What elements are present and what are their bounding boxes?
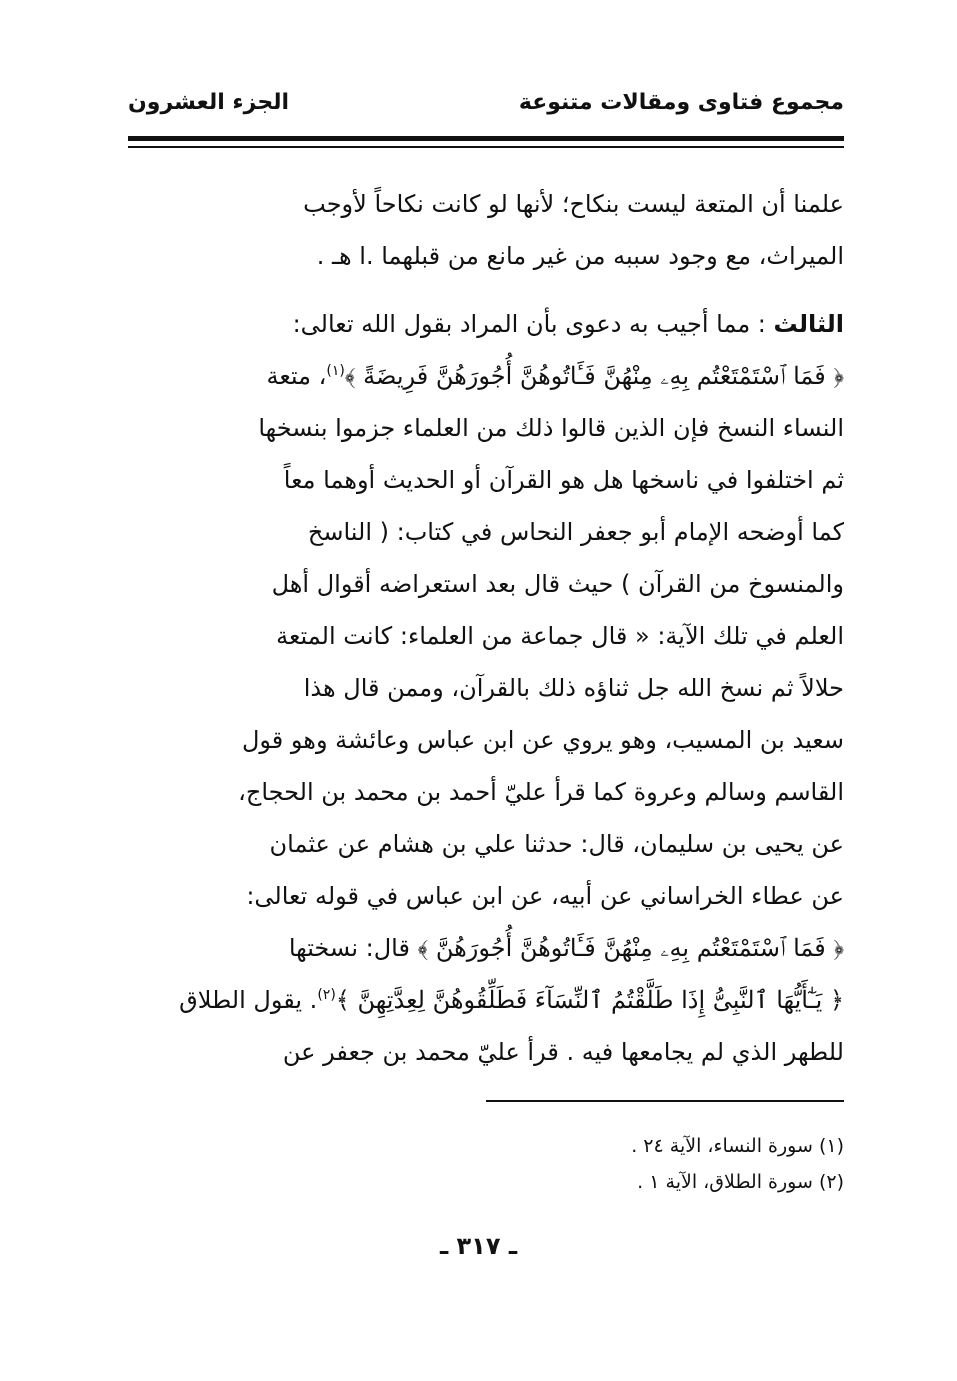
- text-line: حلالاً ثم نسخ الله جل ثناؤه ذلك بالقرآن، وممن قال هذا: [303, 674, 844, 702]
- body-text: [128, 178, 844, 1078]
- header-rule-thin: [128, 146, 844, 148]
- footnote: (٢) سورة الطلاق، الآية ١ .: [637, 1171, 844, 1193]
- text-continuation: . يقول الطلاق: [179, 986, 318, 1014]
- section-text: : مما أجيب به دعوى بأن المراد بقول الله تعالى:: [292, 310, 774, 338]
- text-line: النساء النسخ فإن الذين قالوا ذلك من العلماء جزموا بنسخها: [258, 414, 844, 442]
- page-header: [128, 90, 844, 130]
- footnote-ref: (٢): [317, 987, 336, 1003]
- text-line: والمنسوخ من القرآن ) حيث قال بعد استعراضه أقوال أهل: [271, 570, 844, 598]
- footnote-ref: (١): [326, 363, 345, 379]
- text-continuation: ، متعة: [266, 362, 327, 390]
- text-line: علمنا أن المتعة ليست بنكاح؛ لأنها لو كانت نكاحاً لأوجب: [303, 190, 844, 218]
- section-lead-third: الثالث: [773, 310, 844, 338]
- text-line: للطهر الذي لم يجامعها فيه . قرأ عليّ محمد بن جعفر عن: [282, 1038, 844, 1066]
- text-line: ثم اختلفوا في ناسخها هل هو القرآن أو الحديث أوهما معاً: [283, 466, 844, 494]
- quran-line: [128, 350, 844, 402]
- quran-line: [128, 974, 844, 1026]
- text-line: [128, 298, 844, 350]
- quran-line: [128, 922, 844, 974]
- header-rule-thick: [128, 136, 844, 141]
- text-line: كما أوضحه الإمام أبو جعفر النحاس في كتاب: ( الناسخ: [307, 518, 844, 546]
- text-line: القاسم وسالم وعروة كما قرأ عليّ أحمد بن محمد بن الحجاج،: [238, 778, 844, 806]
- page-number: ـ ٣١٧ ـ: [439, 1232, 518, 1260]
- text-line: العلم في تلك الآية: « قال جماعة من العلماء: كانت المتعة: [276, 622, 844, 650]
- footnote-separator: [486, 1100, 844, 1102]
- text-line: عن عطاء الخراساني عن أبيه، عن ابن عباس في قوله تعالى:: [246, 882, 844, 910]
- text-line: عن يحيى بن سليمان، قال: حدثنا علي بن هشام عن عثمان: [269, 830, 844, 858]
- book-title: مجموع فتاوى ومقالات متنوعة: [518, 90, 844, 115]
- quran-verse: ﴿ فَمَا ٱسْتَمْتَعْتُم بِهِۦ مِنْهُنَّ فَـَٔاتُوهُنَّ أُجُورَهُنَّ فَرِيضَةً ﴾: [344, 362, 844, 390]
- footnote: (١) سورة النساء، الآية ٢٤ .: [631, 1135, 844, 1157]
- text-line: سعيد بن المسيب، وهو يروي عن ابن عباس وعائشة وهو قول: [241, 726, 844, 754]
- quran-verse: ﴿ فَمَا ٱسْتَمْتَعْتُم بِهِۦ مِنْهُنَّ فَـَٔاتُوهُنَّ أُجُورَهُنَّ ﴾: [417, 934, 844, 962]
- quran-verse: ﴿ يَـٰٓأَيُّهَا ٱلنَّبِىُّ إِذَا طَلَّقْتُمُ ٱلنِّسَآءَ فَطَلِّقُوهُنَّ لِعِدَّتِهِنَّ ﴾: [335, 986, 844, 1014]
- text-continuation: قال: نسختها: [288, 934, 418, 962]
- text-line: الميراث، مع وجود سببه من غير مانع من قبلهما .ا هـ .: [316, 242, 844, 270]
- volume-label: الجزء العشرون: [128, 90, 289, 115]
- footnotes: [486, 1128, 844, 1200]
